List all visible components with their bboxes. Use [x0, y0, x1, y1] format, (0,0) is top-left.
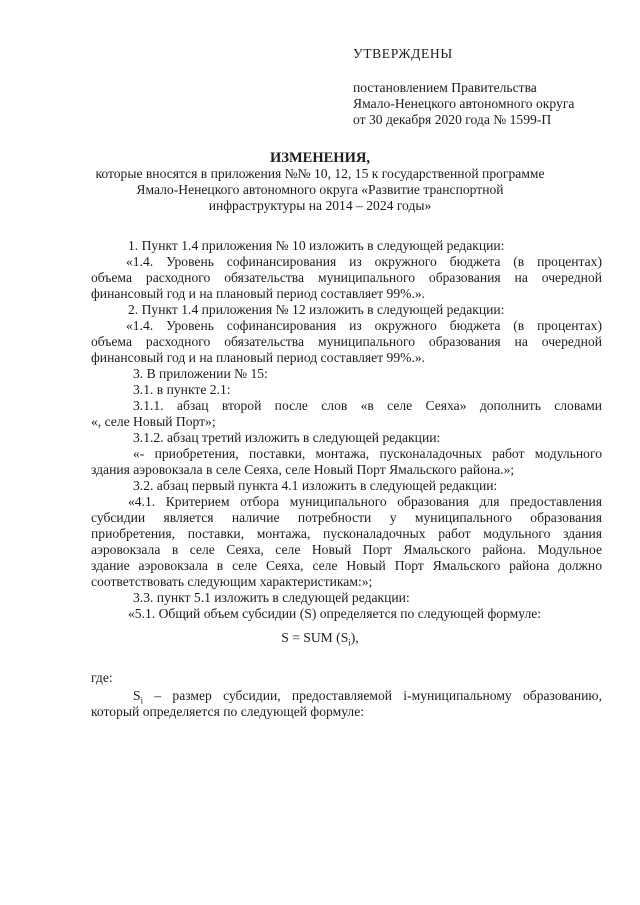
paragraph-3-1-2: 3.1.2. абзац третий изложить в следующей редакции: [133, 430, 441, 445]
paragraph-2: 2. Пункт 1.4 приложения № 12 изложить в следующей редакции: [128, 302, 505, 317]
paragraph-3-2-quote-line-2: субсидии является наличие потребности у муниципального образования [91, 510, 602, 525]
paragraph-3-1: 3.1. в пункте 2.1: [133, 382, 231, 397]
paragraph-3-1-2-quote-line-1: «- приобретения, поставки, монтажа, пусконаладочных работ модульного [133, 446, 602, 461]
paragraph-3-2-quote-line-5: здание аэровокзала в селе Сеяха, селе Новый Порт Ямальского района должно [91, 558, 602, 573]
paragraph-3-3: 3.3. пункт 5.1 изложить в следующей редакции: [133, 590, 410, 605]
si-definition-line-1: $S_i$ – размер субсидии, предоставляемой i-муниципальному образованию, [133, 688, 602, 706]
formula-total-subsidy: S = SUM $(S_i)$, [281, 630, 359, 648]
document-subtitle-3: инфраструктуры на 2014 – 2024 годы» [208, 198, 432, 213]
paragraph-3: 3. В приложении № 15: [133, 366, 268, 381]
paragraph-3-3-quote-line-1: «5.1. Общий объем субсидии (S) определяется по следующей формуле: [128, 606, 542, 621]
paragraph-3-2-quote-line-4: аэровокзала в селе Сеяха, селе Новый Порт Ямальского района. Модульное [91, 542, 602, 557]
paragraph-3-1-1-line-2: «, селе Новый Порт»; [91, 414, 216, 429]
document-subtitle-1: которые вносятся в приложения №№ 10, 12, 15 к государственной программе [95, 166, 545, 181]
document-subtitle-2: Ямало-Ненецкого автономного округа «Развитие транспортной [136, 182, 504, 197]
paragraph-1-quote-line-2: объема расходного обязательства муниципального образования на очередной [91, 270, 602, 285]
paragraph-3-2: 3.2. абзац первый пункта 4.1 изложить в следующей редакции: [133, 478, 498, 493]
approval-line-1: постановлением Правительства [353, 80, 537, 95]
where-label: где: [91, 670, 113, 685]
paragraph-3-2-quote-line-6: соответствовать следующим характеристикам:»; [91, 574, 373, 589]
paragraph-3-2-quote-line-3: приобретения, поставки, монтажа, пусконаладочных работ модульного здания [91, 526, 602, 541]
paragraph-2-quote-line-2: объема расходного обязательства муниципального образования на очередной [91, 334, 602, 349]
paragraph-2-quote-line-1: «1.4. Уровень софинансирования из окружного бюджета (в процентах) [126, 318, 602, 333]
document-title: ИЗМЕНЕНИЯ, [270, 150, 370, 166]
approval-heading: УТВЕРЖДЕНЫ [353, 46, 453, 61]
paragraph-1-quote-line-1: «1.4. Уровень софинансирования из окружного бюджета (в процентах) [126, 254, 602, 269]
paragraph-3-1-1-line-1: 3.1.1. абзац второй после слов «в селе Сеяха» дополнить словами [133, 398, 602, 413]
approval-line-3: от 30 декабря 2020 года № 1599-П [353, 112, 552, 127]
paragraph-3-1-2-quote-line-2: здания аэровокзала в селе Сеяха, селе Новый Порт Ямальского района.»; [91, 462, 515, 477]
paragraph-2-quote-line-3: финансовый год и на плановый период составляет 99%.». [91, 350, 426, 365]
paragraph-1-quote-line-3: финансовый год и на плановый период составляет 99%.». [91, 286, 426, 301]
si-definition-line-2: который определяется по следующей формуле: [91, 704, 365, 719]
paragraph-1: 1. Пункт 1.4 приложения № 10 изложить в следующей редакции: [128, 238, 505, 253]
paragraph-3-2-quote-line-1: «4.1. Критерием отбора муниципального образования для предоставления [128, 494, 602, 509]
approval-line-2: Ямало-Ненецкого автономного округа [353, 96, 575, 111]
